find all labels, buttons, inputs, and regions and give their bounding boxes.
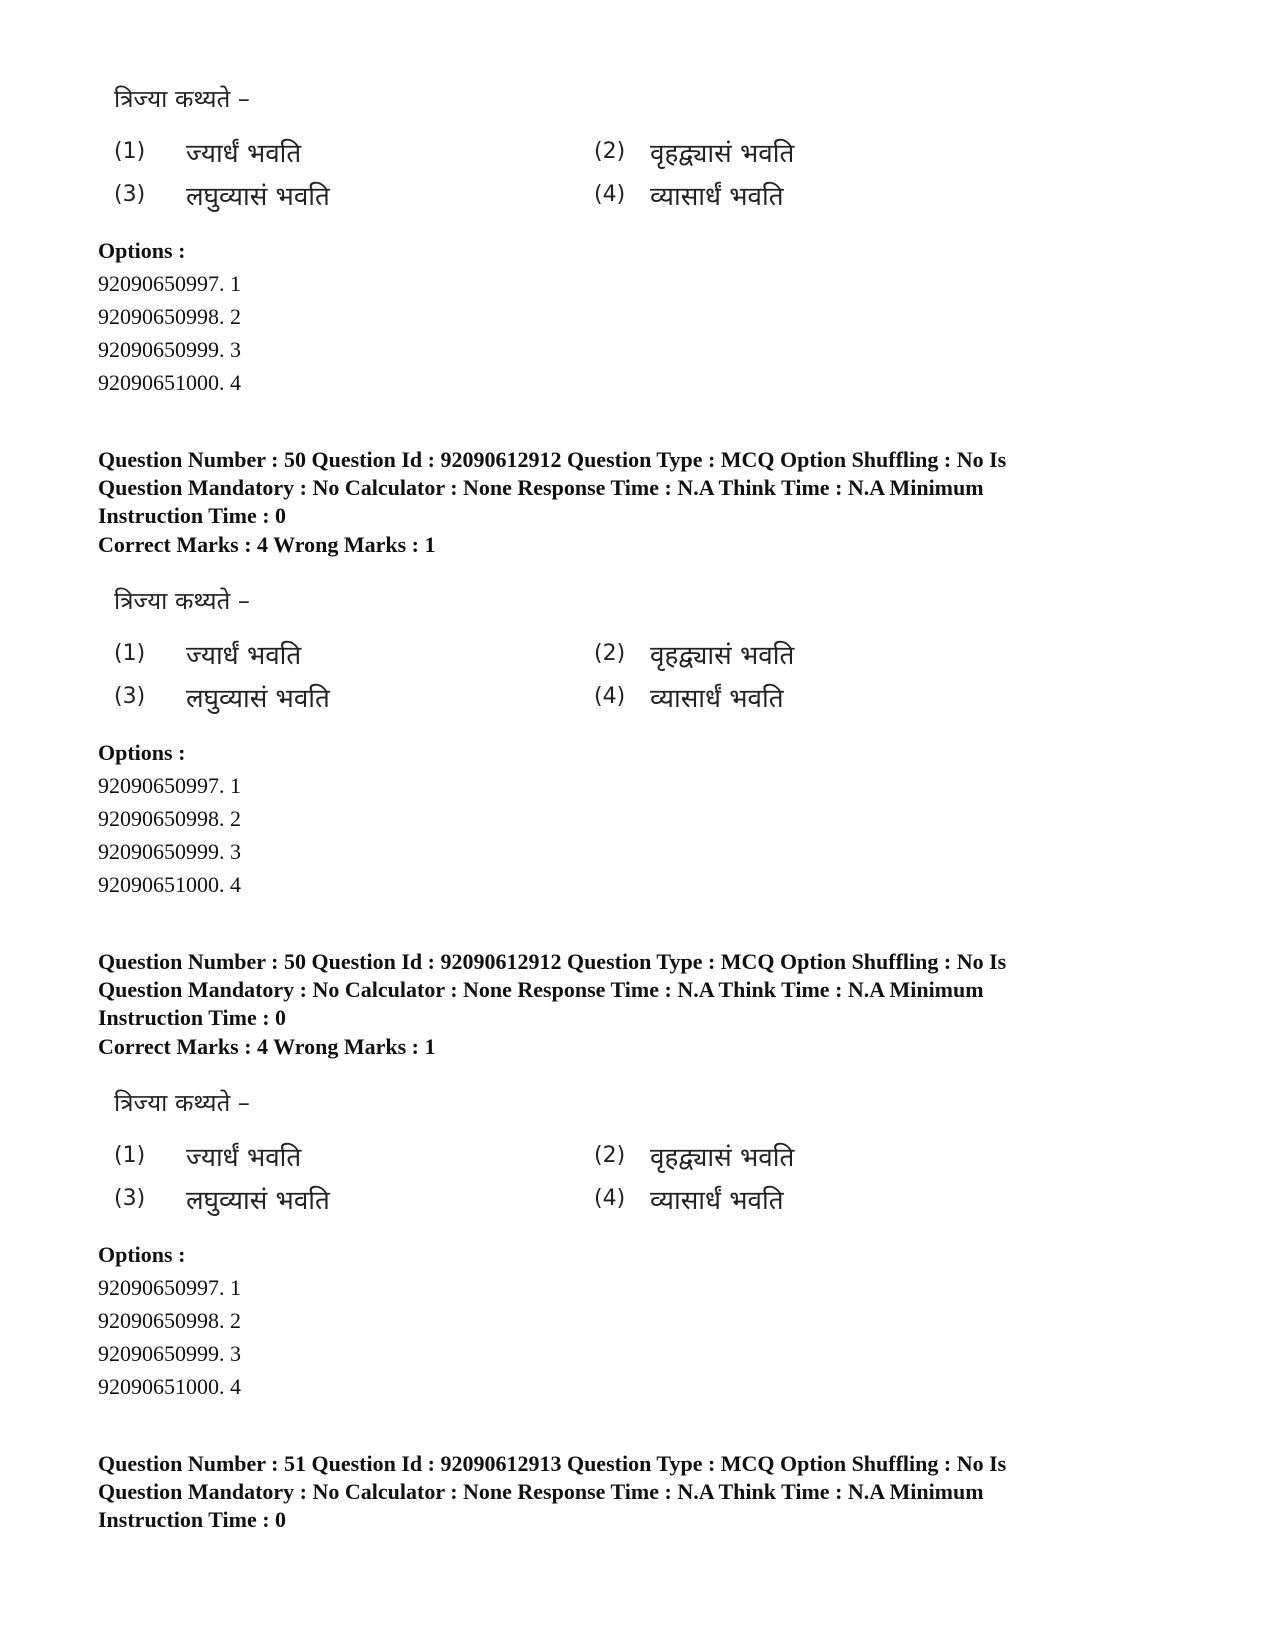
choice-text: व्यासार्धं भवति — [650, 1186, 784, 1216]
question-stem: त्रिज्या कथ्यते – — [114, 1089, 250, 1117]
question-meta-line: Instruction Time : 0 — [98, 503, 287, 528]
option-line: 92090651000. 4 — [98, 370, 241, 395]
question-stem: त्रिज्या कथ्यते – — [114, 587, 250, 615]
choice-text: लघुव्यासं भवति — [186, 182, 330, 212]
option-line: 92090651000. 4 — [98, 1374, 241, 1399]
choice-number: (3) — [114, 182, 146, 207]
option-line: 92090650998. 2 — [98, 806, 241, 831]
choice-text: व्यासार्धं भवति — [650, 182, 784, 212]
option-line: 92090650999. 3 — [98, 337, 241, 362]
choice-number: (4) — [594, 684, 626, 709]
question-meta-line: Question Number : 50 Question Id : 92090612912 Question Type : MCQ Option Shuffling : No Is — [98, 447, 1007, 472]
choice-number: (3) — [114, 684, 146, 709]
choice-text: ज्यार्धं भवति — [186, 139, 302, 169]
choice-text: ज्यार्धं भवति — [186, 1143, 302, 1173]
choice-number: (2) — [594, 1143, 626, 1168]
choice-number: (1) — [114, 641, 146, 666]
option-line: 92090650997. 1 — [98, 773, 241, 798]
choice-text: वृहद्व्यासं भवति — [650, 139, 795, 169]
options-label: Options : — [98, 238, 186, 263]
choice-text: ज्यार्धं भवति — [186, 641, 302, 671]
choice-text: व्यासार्धं भवति — [650, 684, 784, 714]
marks-line: Correct Marks : 4 Wrong Marks : 1 — [98, 532, 436, 557]
choice-text: वृहद्व्यासं भवति — [650, 641, 795, 671]
option-line: 92090650999. 3 — [98, 1341, 241, 1366]
question-meta-line: Instruction Time : 0 — [98, 1005, 287, 1030]
options-label: Options : — [98, 740, 186, 765]
question-meta — [98, 948, 1198, 1032]
option-line: 92090650999. 3 — [98, 839, 241, 864]
option-line: 92090650998. 2 — [98, 304, 241, 329]
choice-number: (2) — [594, 139, 626, 164]
choice-text: वृहद्व्यासं भवति — [650, 1143, 795, 1173]
choice-number: (3) — [114, 1186, 146, 1211]
question-meta — [98, 446, 1198, 530]
choice-number: (1) — [114, 1143, 146, 1168]
question-meta-line: Instruction Time : 0 — [98, 1507, 287, 1532]
choice-number: (4) — [594, 182, 626, 207]
question-stem: त्रिज्या कथ्यते – — [114, 85, 250, 113]
choice-number: (1) — [114, 139, 146, 164]
question-meta — [98, 1450, 1198, 1534]
question-meta-line: Question Number : 50 Question Id : 92090612912 Question Type : MCQ Option Shuffling : No Is — [98, 949, 1007, 974]
choice-text: लघुव्यासं भवति — [186, 1186, 330, 1216]
option-line: 92090651000. 4 — [98, 872, 241, 897]
choice-text: लघुव्यासं भवति — [186, 684, 330, 714]
question-meta-line: Question Number : 51 Question Id : 92090612913 Question Type : MCQ Option Shuffling : No Is — [98, 1451, 1007, 1476]
option-line: 92090650998. 2 — [98, 1308, 241, 1333]
option-line: 92090650997. 1 — [98, 271, 241, 296]
marks-line: Correct Marks : 4 Wrong Marks : 1 — [98, 1034, 436, 1059]
choice-number: (4) — [594, 1186, 626, 1211]
question-meta-line: Question Mandatory : No Calculator : None Response Time : N.A Think Time : N.A Minimum — [98, 475, 984, 500]
choice-number: (2) — [594, 641, 626, 666]
option-line: 92090650997. 1 — [98, 1275, 241, 1300]
options-label: Options : — [98, 1242, 186, 1267]
question-meta-line: Question Mandatory : No Calculator : None Response Time : N.A Think Time : N.A Minimum — [98, 1479, 984, 1504]
question-meta-line: Question Mandatory : No Calculator : None Response Time : N.A Think Time : N.A Minimum — [98, 977, 984, 1002]
